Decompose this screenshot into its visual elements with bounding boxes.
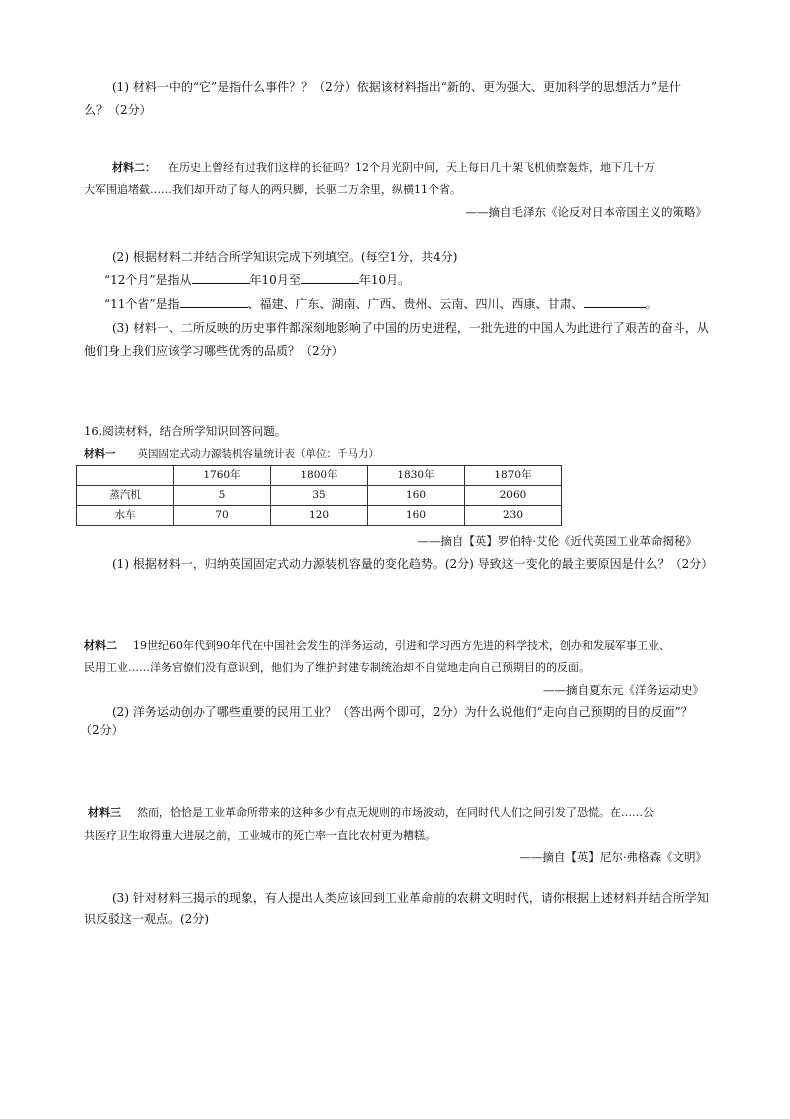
q16-material1-label: 材料一 — [84, 448, 116, 460]
q15-material2-label: 材料二： — [112, 161, 156, 174]
q16-material3-text1: 然而，恰恰是工业革命所带来的这种多少有点无规则的市场波动，在同时代人们之间引发了恐慌。在……公 — [137, 806, 654, 819]
q15-sub2-12months-mid: 年10月至 — [249, 273, 301, 287]
q16-material3-label: 材料三 — [88, 806, 121, 819]
q15-material2-text1: 在历史上曾经有过我们这样的长征吗？12个月光阴中间，天上每日几十架飞机侦察轰炸，地下几十万 — [168, 161, 655, 174]
q16-material3-line2: 共医疗卫生取得重大进展之前，工业城市的死亡率一直比农村更为糟糕。 — [84, 829, 436, 842]
blank-first-province[interactable] — [180, 297, 248, 308]
table-header-cell: 1830年 — [368, 466, 465, 486]
table-row-label: 蒸汽机 — [77, 486, 174, 506]
q15-sub2-12months-suffix: 年10月。 — [358, 273, 411, 287]
q16-material2-label: 材料二 — [84, 639, 117, 652]
q15-sub2-line3 — [104, 296, 658, 312]
table-header-cell: 1870年 — [465, 466, 562, 486]
table-header-cell — [77, 466, 174, 486]
blank-last-province[interactable] — [584, 297, 646, 308]
power-capacity-table — [76, 465, 562, 526]
q16-material2-line2: 民用工业……洋务官僚们没有意识到，他们为了维护封建专制统治却不自觉地走向自己预期目的的反面。 — [84, 661, 590, 674]
q16-sub3-line2: 识反驳这一观点。(2分) — [84, 912, 209, 926]
q15-sub2-11prov-suffix: 。 — [645, 297, 658, 311]
q16-sub3-line1: (3) 针对材料三揭示的现象，有人提出人类应该回到工业革命前的农耕文明时代，请你根据上述材料并结合所学知 — [112, 891, 709, 905]
q16-material2-line1 — [84, 639, 670, 654]
table-cell: 35 — [271, 486, 368, 506]
table-cell: 120 — [271, 506, 368, 526]
q16-sub2-line2: （2分） — [80, 723, 124, 737]
q16-material3-source: ——摘自【英】尼尔·弗格森《文明》 — [519, 850, 707, 864]
q15-sub1-line1: (1) 材料一中的“它”是指什么事件？？（2分）依据该材料指出“新的、更为强大、更加科学的思想活力”是什 — [112, 80, 681, 94]
table-cell: 160 — [368, 506, 465, 526]
table-header-cell: 1760年 — [174, 466, 271, 486]
table-cell: 160 — [368, 486, 465, 506]
q15-sub3-line1: (3) 材料一、二所反映的历史事件都深刻地影响了中国的历史进程，一批先进的中国人为此进行了艰苦的奋斗，从 — [112, 321, 709, 335]
q15-sub2-12months-prefix: “12个月”是指从 — [104, 273, 192, 287]
q16-material1-caption: 英国固定式动力源装机容量统计表（单位：千马力） — [137, 448, 379, 460]
q15-sub1-line2: 么？（2分） — [84, 103, 152, 117]
table-cell: 2060 — [465, 486, 562, 506]
q16-sub1-line1: (1) 根据材料一，归纳英国固定式动力源装机容量的变化趋势。(2分) 导致这一变化的最主要原因是什么？（2分） — [112, 557, 714, 571]
q16-intro: 16.阅读材料，结合所学知识回答问题。 — [84, 424, 287, 438]
table-cell: 70 — [174, 506, 271, 526]
q16-material2-text1: 19世纪60年代到90年代在中国社会发生的洋务运动，引进和学习西方先进的科学技术，创办和发展军事工业、 — [133, 639, 670, 652]
table-row-label: 水车 — [77, 506, 174, 526]
q15-material2-line2: 大军围追堵截……我们却开动了每人的两只脚，长驱二万余里，纵横11个省。 — [84, 183, 461, 196]
q15-sub3-line2: 他们身上我们应该学习哪些优秀的品质？（2分） — [84, 344, 344, 358]
q16-material2-source: ——摘自夏东元《洋务运动史》 — [543, 683, 704, 697]
q16-material1-source: ——摘自【英】罗伯特·艾伦《近代英国工业革命揭秘》 — [417, 534, 697, 548]
table-cell: 5 — [174, 486, 271, 506]
table-row — [77, 486, 562, 506]
blank-start-year[interactable] — [192, 273, 250, 284]
q16-material3-line1 — [88, 806, 654, 821]
q16-material1-header — [84, 447, 379, 461]
table-header-cell: 1800年 — [271, 466, 368, 486]
table-row — [77, 506, 562, 526]
q15-sub2-11prov-prefix: “11个省”是指 — [104, 297, 180, 311]
q15-sub2-line1: (2) 根据材料二并结合所学知识完成下列填空。(每空1分，共4分) — [112, 250, 458, 264]
table-header-row — [77, 466, 562, 486]
q15-sub2-line2 — [104, 272, 410, 288]
q16-sub2-line1: (2) 洋务运动创办了哪些重要的民用工业？（答出两个即可，2分）为什么说他们“走向自己预期的目的反面”？ — [112, 705, 693, 719]
blank-end-year[interactable] — [301, 273, 359, 284]
q15-material2-source: ——摘自毛泽东《论反对日本帝国主义的策略》 — [465, 205, 707, 219]
q15-sub2-11prov-list: 、福建、广东、湖南、广西、贵州、云南、四川、西康、甘肃、 — [247, 297, 584, 311]
table-cell: 230 — [465, 506, 562, 526]
q15-material2-line1 — [112, 161, 655, 176]
